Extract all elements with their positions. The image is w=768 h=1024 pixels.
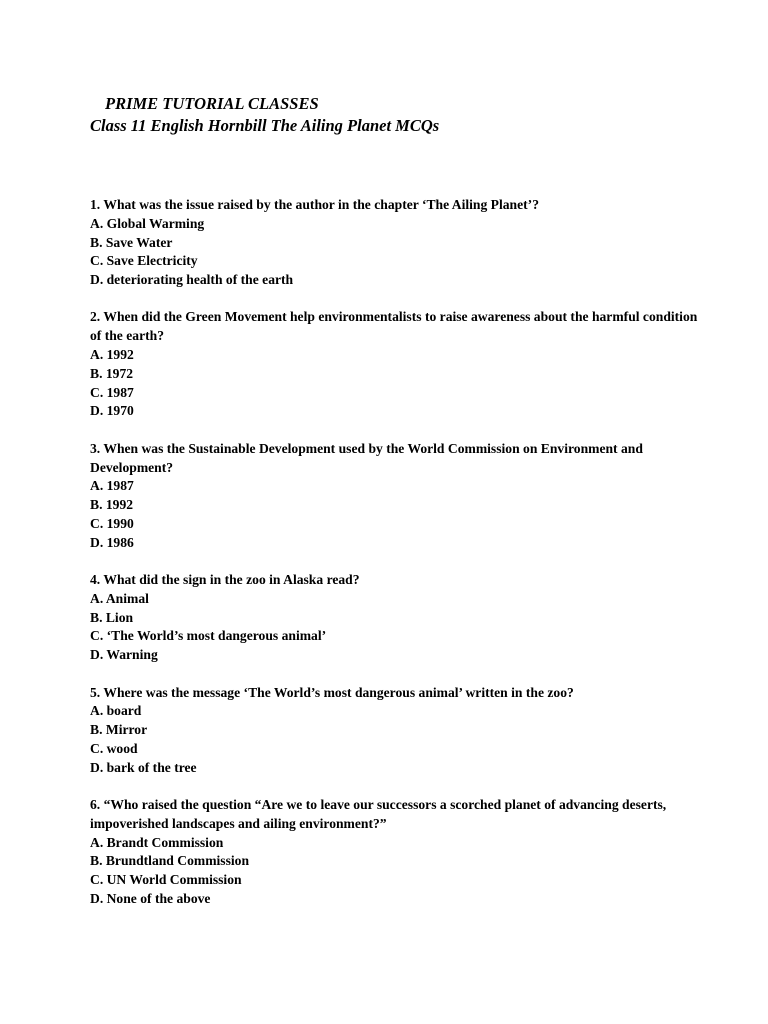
option-b: B. Mirror [90,722,148,738]
option-d: D. deteriorating health of the earth [90,272,294,288]
document-subtitle: Class 11 English Hornbill The Ailing Planet MCQs [90,116,440,135]
option-a: A. 1992 [90,347,134,363]
option-b: B. Brundtland Commission [90,853,250,869]
option-c: C. Save Electricity [90,253,198,269]
option-a: A. Global Warming [90,215,205,231]
question-text: 3. When was the Sustainable Development used by the World Commission on Environment and Development? [90,440,643,475]
document-header [90,93,730,137]
question-text: 6. “Who raised the question “Are we to leave our successors a scorched planet of advancing deserts, impoverished landscapes and ailing environment?” [90,797,667,831]
option-d: D. 1970 [90,403,134,419]
option-b: B. 1992 [90,497,134,513]
question-list [90,196,710,927]
option-a: A. 1987 [90,478,134,494]
option-a: A. Brandt Commission [90,834,224,850]
question-text: 4. What did the sign in the zoo in Alaska read? [90,572,360,588]
question-6 [90,796,710,909]
option-b: B. 1972 [90,365,134,381]
option-c: C. 1987 [90,384,134,400]
option-d: D. Warning [90,647,158,663]
question-4 [90,571,710,665]
option-c: C. wood [90,740,138,756]
option-b: B. Save Water [90,234,173,250]
option-c: C. UN World Commission [90,872,242,888]
question-5 [90,684,710,778]
option-c: C. ‘The World’s most dangerous animal’ [90,628,327,644]
option-a: A. board [90,703,142,719]
question-text: 1. What was the issue raised by the author in the chapter ‘The Ailing Planet’? [90,197,539,212]
question-text: 2. When did the Green Movement help environmentalists to raise awareness about the harmful condition of the earth? [90,309,698,344]
option-d: D. 1986 [90,534,134,550]
question-2 [90,308,710,421]
question-text: 5. Where was the message ‘The World’s most dangerous animal’ written in the zoo? [90,684,574,700]
question-1 [90,196,710,290]
option-c: C. 1990 [90,515,134,531]
question-3 [90,440,710,553]
institute-title: PRIME TUTORIAL CLASSES [105,94,319,113]
option-b: B. Lion [90,609,134,625]
option-a: A. Animal [90,590,149,606]
option-d: D. None of the above [90,891,211,906]
option-d: D. bark of the tree [90,759,197,775]
